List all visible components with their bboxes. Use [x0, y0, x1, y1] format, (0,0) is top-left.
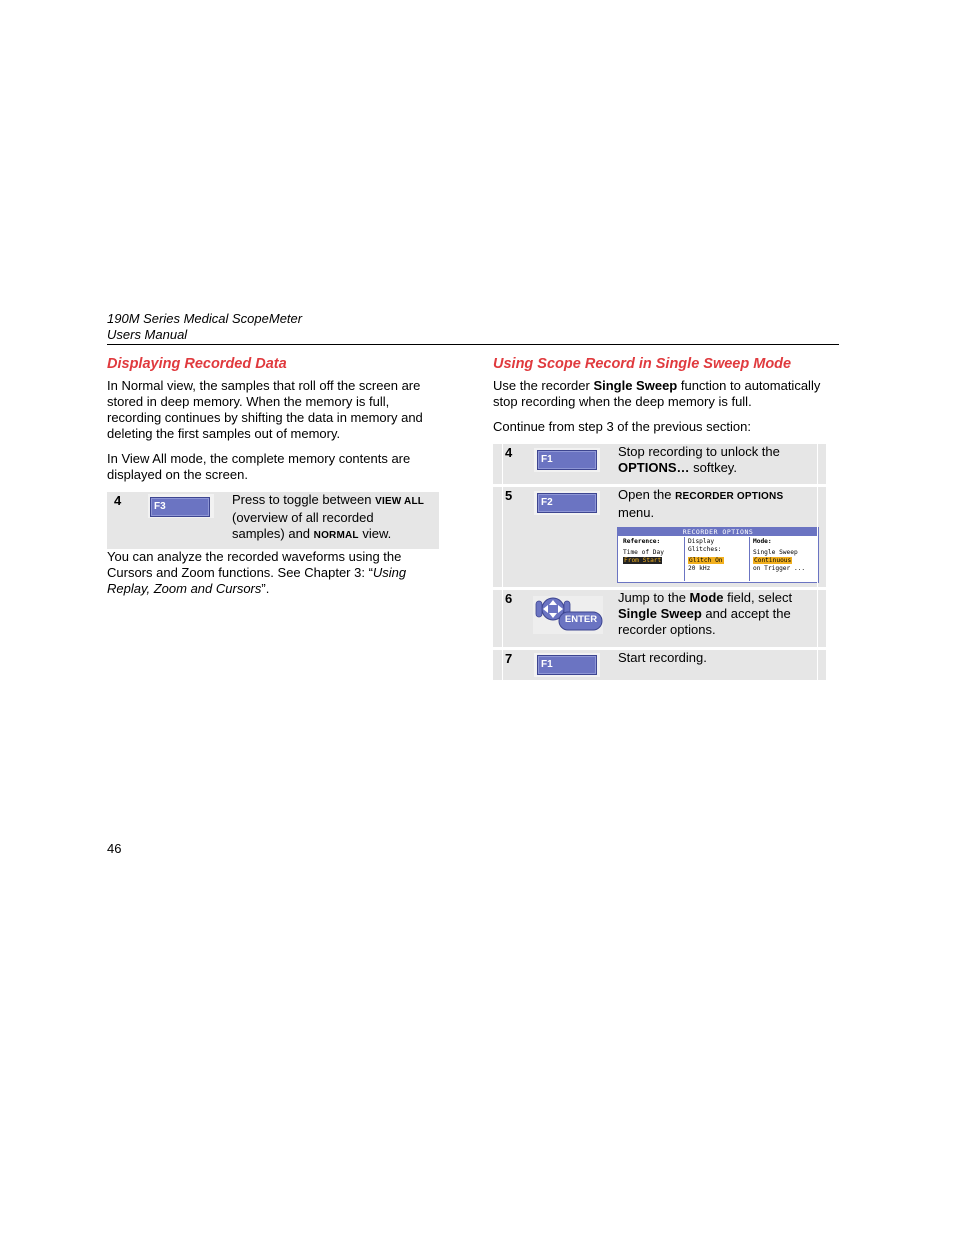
p3-text-c: ”. [261, 581, 270, 596]
f1-key-icon: F1 [537, 450, 597, 470]
mode-column [753, 538, 805, 573]
p3-text-a: You can analyze the recorded waveforms using the Cursors and Zoom functions. See Chapter 3: “ [107, 549, 402, 580]
step-text [232, 492, 437, 544]
column-divider [749, 537, 750, 581]
table-separator [502, 444, 503, 680]
reference-column [623, 538, 664, 565]
p3-text-italic: Using Replay, Zoom and Cursors [107, 565, 407, 596]
step-number: 7 [505, 651, 513, 666]
step-text-a: Open the [618, 487, 676, 502]
f1-key-icon: F1 [537, 655, 597, 675]
step-text-f: recorder options. [618, 622, 716, 637]
left-paragraph-1: In Normal view, the samples that roll off the screen are stored in deep memory. When the memory is full, recording continues by shifting the data in memory and deleting the first samples out of memory. [107, 378, 423, 441]
right-step-row-7 [493, 650, 826, 680]
glitches-label: Glitches: [688, 546, 722, 553]
mode-option-single-sweep: Single Sweep [753, 549, 798, 556]
step-text-a: Press to toggle between [232, 492, 376, 507]
mode-option-on-trigger: on Trigger ... [753, 565, 806, 572]
mode-label: Mode: [753, 538, 772, 545]
recorder-options-title: RECORDER OPTIONS [618, 528, 818, 536]
step-number: 5 [505, 488, 513, 503]
view-all-label: VIEW ALL [375, 496, 425, 507]
single-sweep-label: Single Sweep [618, 606, 702, 621]
table-separator [817, 444, 818, 680]
step-number: 6 [505, 591, 513, 606]
options-label: OPTIONS… [618, 460, 690, 475]
left-paragraph-3 [107, 549, 437, 597]
step-number: 4 [114, 493, 122, 508]
display-glitches-column [688, 538, 724, 573]
step-text-c: softkey. [689, 460, 737, 475]
right-step-row-4 [493, 444, 826, 484]
glitch-20khz-option: 20 kHz [688, 565, 711, 572]
right-paragraph-2: Continue from step 3 of the previous section: [493, 419, 751, 434]
right-heading: Using Scope Record in Single Sweep Mode [493, 356, 792, 372]
running-header [107, 311, 302, 343]
p1-text-c: function to automatically stop recording when the deep memory is full. [493, 378, 821, 409]
step-text-e: and accept the [701, 606, 791, 621]
step-text-c: menu. [618, 505, 655, 520]
step-text-d: view. [358, 526, 392, 541]
step-text: Start recording. [618, 650, 707, 665]
column-divider [684, 537, 685, 581]
left-heading: Displaying Recorded Data [107, 356, 287, 372]
left-paragraph-2: In View All mode, the complete memory contents are displayed on the screen. [107, 451, 411, 482]
normal-label: NORMAL [313, 530, 359, 541]
glitch-on-option: Glitch On [689, 557, 723, 564]
header-title: 190M Series Medical ScopeMeter [107, 311, 303, 326]
mode-option-continuous: Continuous [754, 557, 792, 564]
step-text [618, 444, 823, 476]
recorder-options-screen [617, 527, 819, 583]
f2-key-icon: F2 [537, 493, 597, 513]
p1-text-a: Use the recorder [493, 378, 594, 393]
left-step-row [107, 492, 439, 549]
header-rule [107, 344, 839, 345]
header-subtitle: Users Manual [107, 327, 188, 342]
step-text-c: samples) and [232, 526, 314, 541]
step-text-c: field, select [723, 590, 793, 605]
display-label: Display [688, 538, 715, 545]
right-paragraph-1 [493, 378, 831, 410]
recorder-options-label: RECORDER OPTIONS [675, 491, 784, 502]
step-text-a: Stop recording to unlock the [618, 444, 780, 459]
reference-option-from-start: From Start [624, 557, 662, 564]
step-text [618, 487, 823, 521]
step-text-a: Jump to the [618, 590, 690, 605]
page-number: 46 [107, 841, 122, 856]
step-number: 4 [505, 445, 513, 460]
step-text-b: (overview of all recorded [232, 510, 374, 525]
reference-option-time-of-day: Time of Day [623, 549, 664, 556]
enter-key-label: ENTER [564, 614, 598, 625]
step-text [618, 590, 823, 638]
p1-text-bold: Single Sweep [593, 378, 678, 393]
mode-field-label: Mode [689, 590, 724, 605]
reference-label: Reference: [623, 538, 661, 545]
f3-key-icon: F3 [150, 497, 210, 517]
